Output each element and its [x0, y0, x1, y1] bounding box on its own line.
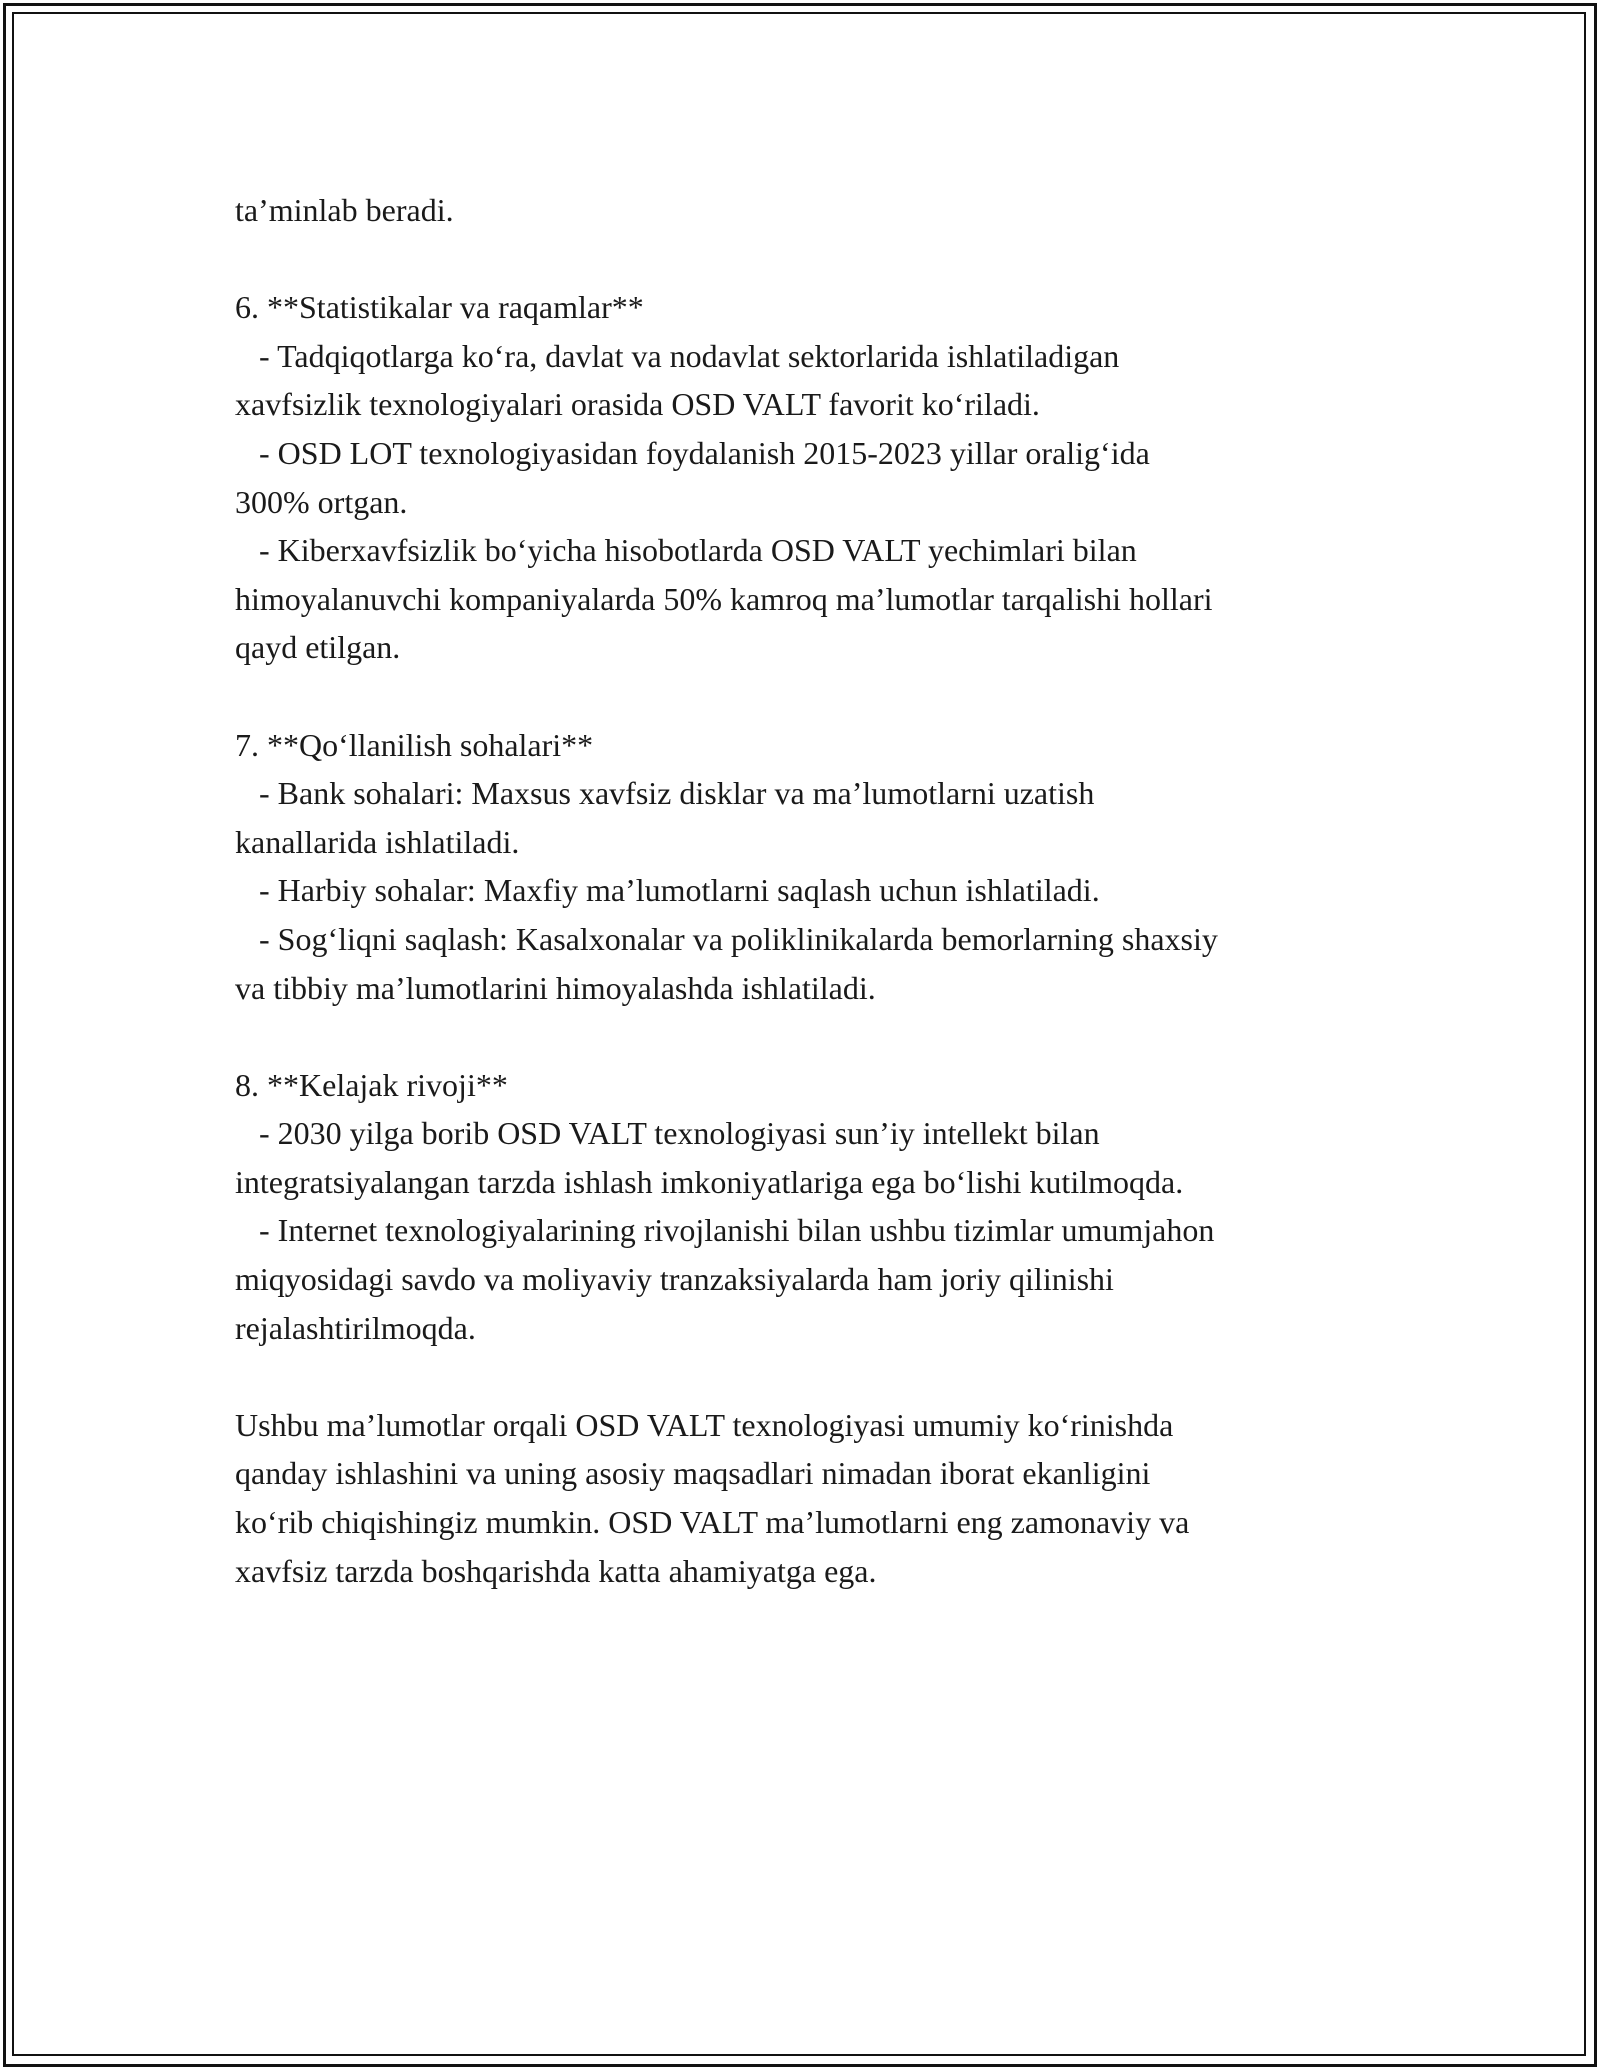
text-line: - Sog‘liqni saqlash: Kasalxonalar va poliklinikalarda bemorlarning shaxsiy	[235, 920, 1218, 957]
section-heading-8: 8. **Kelajak rivoji**	[235, 1066, 508, 1103]
text-line: - OSD LOT texnologiyasidan foydalanish 2015-2023 yillar oralig‘ida	[235, 434, 1150, 471]
text-line: - Harbiy sohalar: Maxfiy ma’lumotlarni saqlash uchun ishlatiladi.	[235, 872, 1100, 909]
paragraph-gap	[235, 1012, 1365, 1061]
paragraph-gap	[235, 672, 1365, 721]
text-line: - Kiberxavfsizlik bo‘yicha hisobotlarda OSD VALT yechimlari bilan	[235, 532, 1137, 569]
text-line: ta’minlab beradi.	[235, 192, 454, 228]
text-line: kanallarida ishlatiladi.	[235, 823, 520, 860]
paragraph-gap	[235, 1352, 1365, 1401]
text-line: 300% ortgan.	[235, 483, 408, 520]
text-line: va tibbiy ma’lumotlarini himoyalashda ishlatiladi.	[235, 969, 876, 1006]
text-line: integratsiyalangan tarzda ishlash imkoniyatlariga ega bo‘lishi kutilmoqda.	[235, 1163, 1184, 1200]
conclusion-line: xavfsiz tarzda boshqarishda katta ahamiyatga ega.	[235, 1552, 877, 1589]
text-line: - Tadqiqotlarga ko‘ra, davlat va nodavlat sektorlarida ishlatiladigan	[235, 337, 1120, 374]
text-line: xavfsizlik texnologiyalari orasida OSD VALT favorit ko‘riladi.	[235, 386, 1040, 423]
conclusion-line: qanday ishlashini va uning asosiy maqsadlari nimadan iborat ekanligini	[235, 1455, 1151, 1492]
text-line: rejalashtirilmoqda.	[235, 1309, 476, 1346]
paragraph-gap	[235, 235, 1365, 284]
text-line: - Internet texnologiyalarining rivojlanishi bilan ushbu tizimlar umumjahon	[235, 1212, 1215, 1249]
text-line: miqyosidagi savdo va moliyaviy tranzaksiyalarda ham joriy qilinishi	[235, 1261, 1114, 1298]
conclusion-line: Ushbu ma’lumotlar orqali OSD VALT texnologiyasi umumiy ko‘rinishda	[235, 1406, 1174, 1443]
section-heading-6: 6. **Statistikalar va raqamlar**	[235, 289, 644, 326]
conclusion-line: ko‘rib chiqishingiz mumkin. OSD VALT ma’lumotlarni eng zamonaviy va	[235, 1504, 1190, 1541]
text-line: himoyalanuvchi kompaniyalarda 50% kamroq ma’lumotlar tarqalishi hollari	[235, 580, 1213, 617]
text-line: qayd etilgan.	[235, 629, 401, 666]
section-heading-7: 7. **Qo‘llanilish sohalari**	[235, 726, 594, 763]
document-body	[235, 186, 1365, 1595]
text-line: - Bank sohalari: Maxsus xavfsiz disklar va ma’lumotlarni uzatish	[235, 775, 1095, 812]
text-line: - 2030 yilga borib OSD VALT texnologiyasi sun’iy intellekt bilan	[235, 1115, 1100, 1152]
